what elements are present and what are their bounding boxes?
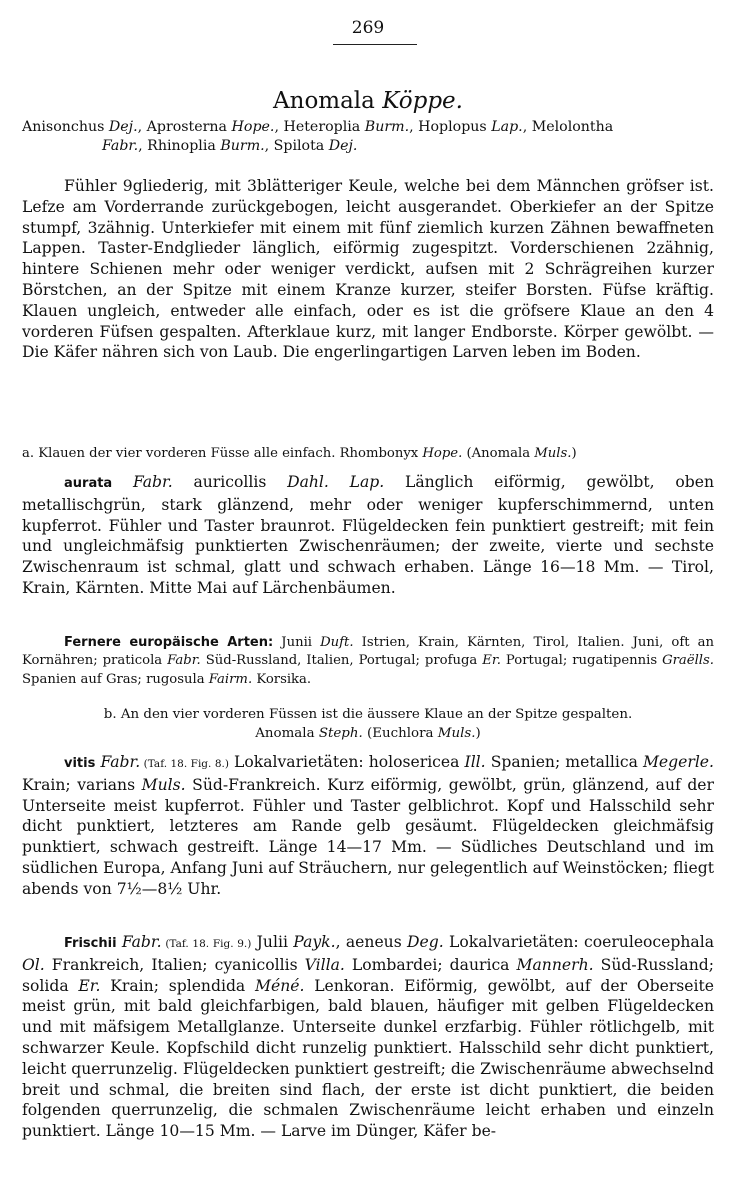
author-abbrev: Graëlls. <box>662 653 714 669</box>
synonym-list <box>22 118 714 156</box>
description-paragraph: Fühler 9gliederig, mit 3blätteriger Keule, welche bei dem Männchen gröfser ist. Lefze am Vorderrande zurückgebogen, leicht ausgerandet. Oberkiefer an der Spitze stumpf, 3zähnig. Unterkiefer mit einem mit fünf ziemlich kurzen Zähnen bewaffneten Lappen. Taster-Endglieder länglich, eiförmig zugespitzt. Vorderschienen 2zähnig, hintere Schienen mehr oder weniger verdickt, aufsen mit 2 Schrägreihen kurzer Börstchen, an der Spitze mit einem Kranze kurzer, steifer Borsten. Füfse kräftig. Klauen ungleich, entweder alle einfach, oder es ist die gröfsere Klaue an den 4 vorderen Füfsen gespalten. Afterklaue kurz, mit langer Endborste. Körper gewölbt. — Die Käfer nähren sich von Laub. Die engerlingartigen Larven leben im Boden. <box>22 177 714 362</box>
section-a-heading <box>22 445 714 463</box>
author-abbrev: Muls. <box>141 775 186 794</box>
section-b-line: b. An den vier vorderen Füssen ist die äussere Klaue an der Spitze gespalten. <box>103 707 633 722</box>
species-name: aurata <box>64 476 113 491</box>
author-abbrev: Dahl. Lap. <box>287 473 385 491</box>
author-abbrev: Mannerh. <box>516 955 594 974</box>
author-abbrev: Er. <box>482 653 501 669</box>
synonym-line: Anisonchus Dej., Aprosterna Hope., Heteroplia Burm., Hoplopus Lap., Melolontha <box>22 119 614 135</box>
author-abbrev: Muls. <box>534 446 572 461</box>
author-abbrev: Payk. <box>293 933 336 951</box>
species-vitis-text: vitis Fabr. (Taf. 18. Fig. 8.) Lokalvarietäten: holosericea Ill. Spanien; metallica Megerle. Krain; varians Muls. Süd-Frankreich. Kurz eiförmig, gewölbt, grün, glänzend, auf der Unterseite meist kupferrot. Fühler und Taster gelblichrot. Kopf und Halsschild sehr dicht punktiert, letzteres am Rande gelb gesäumt. Flügeldecken gleichmäfsig punktiert, schwach gestreift. Länge 14—17 Mm. — Südliches Deutschland und im südlichen Europa, Anfang Juni auf Sträuchern, nur gelegentlich auf Weinstöcken; fliegt abends von 7½—8½ Uhr. <box>22 753 714 898</box>
other-species-text: Fernere europäische Arten: Junii Duft. Istrien, Krain, Kärnten, Tirol, Italien. Juni, oft an Kornähren; praticola Fabr. Süd-Russland, Italien, Portugal; profuga Er. Portugal; rugatipennis Graëlls. Spanien auf Gras; rugosula Fairm. Korsika. <box>22 635 715 687</box>
author-abbrev: Fabr. <box>167 653 201 669</box>
section-a-text: a. Klauen der vier vorderen Füsse alle einfach. Rhombonyx Hope. (Anomala Muls.) <box>22 446 577 461</box>
author-abbrev: Villa. <box>304 955 345 974</box>
author-abbrev: Dej. <box>108 119 138 135</box>
species-name: vitis <box>64 756 96 771</box>
author-abbrev: Lap. <box>491 119 523 135</box>
author-abbrev: Méné. <box>255 976 305 995</box>
other-species <box>22 634 714 689</box>
section-b-line: Anomala Steph. (Euchlora Muls.) <box>255 725 481 741</box>
species-aurata-text: aurata Fabr. auricollis Dahl. Lap. Länglich eiförmig, gewölbt, oben metallischgrün, stark glänzend, mehr oder weniger kupferschimmernd, unten kupferrot. Fühler und Taster braunrot. Flügeldecken fein punktiert gestreift; mit fein und ungleichmäfsig punktierten Zwischenräumen; der zweite, vierte und sechste Zwischenraum ist schmal, glatt und schwach erhaben. Länge 16—18 Mm. — Tirol, Krain, Kärnten. Mitte Mai auf Lärchenbäumen. <box>22 473 714 597</box>
section-b-heading <box>22 706 714 743</box>
species-frischii-text: Frischii Fabr. (Taf. 18. Fig. 9.) Julii Payk., aeneus Deg. Lokalvarietäten: coeruleocephala Ol. Frankreich, Italien; cyanicollis Villa. Lombardei; daurica Mannerh. Süd-Russland; solida Er. Krain; splendida Méné. Lenkoran. Eiförmig, gewölbt, auf der Oberseite meist grün, mit bald gleichfarbigen, bald blauen, häufiger mit gelben Flügeldecken und mit mäfsigem Metallglanze. Unterseite dunkel erzfarbig. Fühler rötlichgelb, mit schwarzer Keule. Kopfschild dicht runzelig punktiert. Halsschild sehr dicht punktiert, leicht querrunzelig. Flügeldecken punktiert gestreift; die Zwischenräume abwechselnd breit und schmal, die breiten sind flach, der erste ist dicht punktiert, die beiden folgenden querrunzelig, die schmalen Zwischenräume leicht erhaben und einzeln punktiert. Länge 10—15 Mm. — Larve im Dünger, Käfer be- <box>22 933 715 1141</box>
author-abbrev: Fabr. <box>102 138 139 154</box>
author-abbrev: Ol. <box>22 955 45 974</box>
author-abbrev: Burm. <box>364 119 410 135</box>
author-abbrev: Hope. <box>231 119 275 135</box>
author-abbrev: Fairm. <box>208 671 253 687</box>
author-abbrev: Er. <box>78 976 101 995</box>
author-abbrev: Deg. <box>407 933 444 951</box>
genus-description <box>22 176 714 363</box>
author-abbrev: Megerle. <box>642 753 714 771</box>
genus-title <box>0 88 736 114</box>
species-vitis <box>22 752 714 900</box>
author-abbrev: Duft. <box>320 635 354 650</box>
species-aurata <box>22 472 714 599</box>
author-abbrev: Ill. <box>464 753 486 771</box>
author-abbrev: Fabr. <box>100 753 141 771</box>
author-abbrev: Steph. <box>318 725 363 741</box>
genus-author: Köppe. <box>382 88 463 114</box>
author-abbrev: Hope. <box>422 446 463 461</box>
plate-reference: (Taf. 18. Fig. 9.) <box>161 938 252 950</box>
synonym-line: Fabr., Rhinoplia Burm., Spilota Dej. <box>102 138 358 154</box>
species-name: Frischii <box>64 936 117 951</box>
page-number: 269 <box>351 18 385 38</box>
author-abbrev: Dej. <box>328 138 358 154</box>
species-name: Fernere europäische Arten: <box>64 635 274 650</box>
plate-reference: (Taf. 18. Fig. 8.) <box>140 758 229 770</box>
author-abbrev: Fabr. <box>132 473 173 491</box>
species-frischii <box>22 932 714 1142</box>
header-rule <box>333 44 417 45</box>
genus-name: Anomala <box>273 88 375 114</box>
author-abbrev: Fabr. <box>121 933 162 951</box>
author-abbrev: Muls. <box>437 725 476 741</box>
author-abbrev: Burm. <box>220 138 265 154</box>
